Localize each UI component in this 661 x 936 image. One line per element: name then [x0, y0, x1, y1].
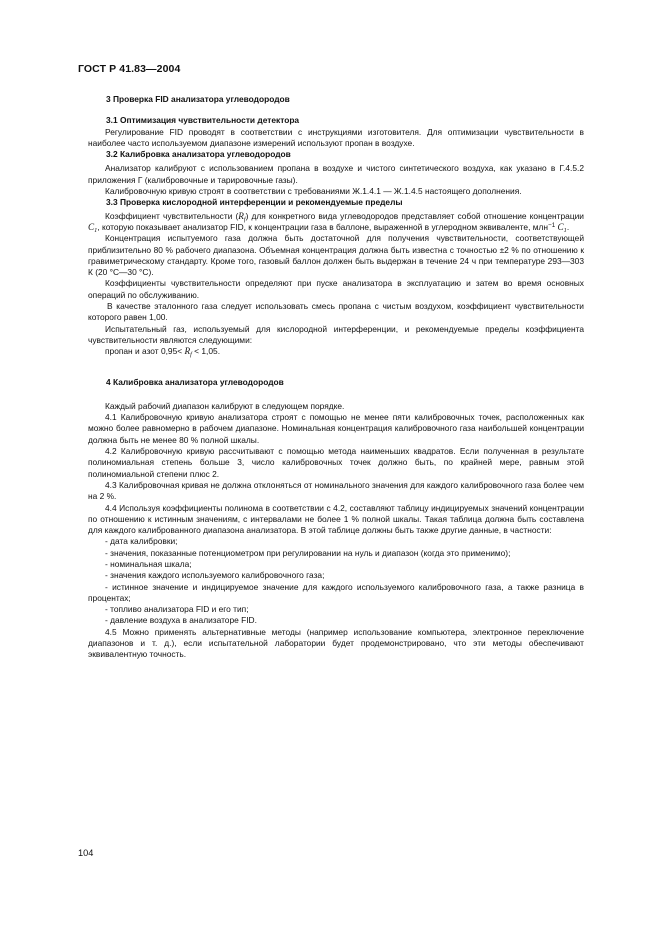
page-number: 104	[78, 848, 94, 858]
paragraph-3-3-4: В качестве эталонного газа следует использовать смесь пропана с чистым воздухом, коэффициент чувствительности которого равен 1,00.	[88, 301, 584, 323]
paragraph-4-1: 4.1 Калибровочную кривую анализатора строят с помощью не менее пяти калибровочных точек, расположенных как можно более равномерно в рабочем диапазоне. Номинальная концентрация калибровочного газа наибольшей концентрации должна быть не менее 80 % полной шкалы.	[88, 412, 584, 445]
document-body	[88, 94, 584, 661]
paragraph-3-2-1: Анализатор калибруют с использованием пропана в воздухе и чистого синтетического воздуха, как указано в Г.4.5.2 приложения Г (калибровочные и тарировочные газы).	[88, 163, 584, 185]
text-fragment: Коэффициент чувствительности (	[105, 210, 239, 221]
paragraph-4-intro: Каждый рабочий диапазон калибруют в следующем порядке.	[105, 400, 345, 411]
subsection-3-3-heading: 3.3 Проверка кислородной интерференции и рекомендуемые пределы	[106, 197, 403, 208]
subsection-3-1-heading: 3.1 Оптимизация чувствительности детектора	[106, 115, 300, 126]
paragraph-3-2-2: Калибровочную кривую строят в соответствии с требованиями Ж.1.4.1 — Ж.1.4.5 настоящего дополнения.	[105, 186, 522, 197]
list-item: - значения каждого используемого калибровочного газа;	[105, 570, 325, 581]
list-item: - номинальная шкала;	[105, 558, 192, 569]
paragraph-3-3-6: пропан и азот $0,95< R_f < 1,05$.	[105, 346, 221, 359]
paragraph-4-5: 4.5 Можно применять альтернативные методы (например использование компьютера, электронное переключение диапазонов и т. д.), если испытательной лаборатории будет продемонстрировано, что эти методы обеспечивают эквивалентную точность.	[88, 626, 584, 660]
list-item: - истинное значение и индицируемое значение для каждого используемого калибровочного газа, а также разница в процентах;	[88, 581, 584, 603]
paragraph-3-3-1: Коэффициент чувствительности $(R_f)$ для конкретного вида углеводородов представляет собой отношение концентрации $C_1$, которую показывает анализатор FID, к концентрации газа в баллоне, выраженной в углеродном эквиваленте, млн$^{-1}$ $C_1$.	[88, 210, 584, 234]
paragraph-3-3-2: Концентрация испытуемого газа должна быть достаточной для получения чувствительности, соответствующей приблизительно 80 % рабочего диапазона. Объемная концентрация должна быть известна с точностью ±2 % по отношению к гравиметрическому стандарту. Кроме того, газовый баллон должен быть выдержан в течение 24 ч при температуре 293—303 К (20 °С—30 °С).	[88, 233, 584, 278]
symbol-rf: $R_f$	[238, 210, 246, 223]
section-4-heading: 4 Калибровка анализатора углеводородов	[106, 376, 284, 387]
symbol-c1: $C_1$	[88, 221, 98, 234]
symbol-c1-unit: $C_1$	[557, 221, 567, 234]
list-item: - топливо анализатора FID и его тип;	[105, 604, 249, 615]
list-item: - дата калибровки;	[105, 536, 178, 547]
paragraph-3-3-5: Испытательный газ, используемый для кислородной интерференции, и рекомендуемые пределы коэффициента чувствительности являются следующими:	[88, 323, 584, 345]
list-item: - давление воздуха в анализаторе FID.	[105, 615, 257, 626]
list-item: - значения, показанные потенциометром при регулировании на нуль и диапазон (когда это применимо);	[105, 547, 511, 558]
paragraph-3-1: Регулирование FID проводят в соответствии с инструкциями изготовителя. Для оптимизации чувствительности в наиболее часто используемом диапазоне измерений используют пропан в воздухе.	[88, 126, 584, 148]
document-header: ГОСТ Р 41.83—2004	[78, 63, 181, 75]
text-fragment: ) для конкретного вида углеводородов представляет собой отношение концентрации	[245, 210, 584, 221]
exponent: −1	[548, 221, 556, 229]
paragraph-4-2: 4.2 Калибровочную кривую рассчитывают с помощью метода наименьших квадратов. Если полученная в результате полиномиальная степень больше 3, число калибровочных точек должно быть, по крайней мере, равным этой полиномиальной степени плюс 2.	[88, 446, 584, 479]
section-3-heading: 3 Проверка FID анализатора углеводородов	[106, 94, 290, 104]
paragraph-4-4: 4.4 Используя коэффициенты полинома в соответствии с 4.2, составляют таблицу индицируемых значений концентрации по отношению к истинным значениям, с интервалами не более 1 % полной шкалы. Такая таблица должна быть составлена для каждого калиброванного диапазона анализатора. В этой таблице должны быть также другие данные, в частности:	[88, 502, 584, 536]
text-fragment: , которую показывает анализатор FID, к концентрации газа в баллоне, выраженной в углеродном эквиваленте, млн	[97, 221, 549, 232]
symbol-rf: $R_f$	[184, 346, 192, 359]
subsection-3-2-heading: 3.2 Калибровка анализатора углеводородов	[106, 149, 291, 160]
paragraph-4-3: 4.3 Калибровочная кривая не должна отклоняться от номинального значения для каждого калибровочного газа более чем на 2 %.	[88, 479, 584, 502]
paragraph-3-3-3: Коэффициенты чувствительности определяют при пуске анализатора в эксплуатацию и затем во время основных операций по обслуживанию.	[88, 278, 584, 300]
